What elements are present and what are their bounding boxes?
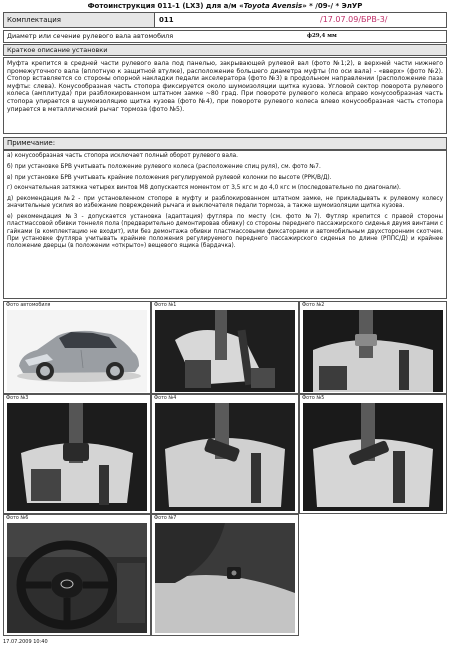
kit-value: 011 (159, 16, 174, 24)
notes-list (3, 150, 447, 299)
note-item: е) рекомендация №3 - допускается установка (адаптация) футляра по месту (см. фото №7). Футляр крепится с правой стороны пластмассовой обивки тоннеля пола (предварительно демонтировав обивку) со стороны переднего пассажирского сиденья двумя винтами с гайками (в комплектацию не входит), или без демонтажа обивки пластмассовыми фиксаторами и автомобильным двухсторонним скотчем. При установке футляра учитывать крайние положения регулируемого переднего пассажирского сиденья по длине (РППС/Д) и крайнее положение дверцы (в положении «открыто») вещевого ящика (бардачка). (7, 214, 443, 249)
photo-4 (151, 394, 299, 514)
photo-caption: Фото №6 (6, 516, 29, 521)
photo-caption: Фото №4 (154, 396, 177, 401)
photo-5 (299, 394, 447, 514)
note-item: а) конусообразная часть стопора исключает полный оборот рулевого вала. (7, 153, 238, 159)
photo-caption: Фото №3 (6, 396, 29, 401)
photo-car (3, 301, 151, 394)
photo-caption: Фото №7 (154, 516, 177, 521)
photo-caption: Фото №1 (154, 303, 177, 308)
photo-1 (151, 301, 299, 394)
note-item: д) рекомендация №2 - при установленном стопоре в муфту и разблокированном штатном замке, не прикладывать к рулевому колесу значительные усилия во избежание повреждений рычага и выключателя педали тормоза, а также шумоизоляции щитка кузова. (7, 196, 443, 210)
car-photo-image (7, 310, 147, 392)
footer-timestamp: 17.07.2009 10:40 (3, 639, 48, 645)
stopper-photo-image (7, 403, 147, 511)
photo-2 (299, 301, 447, 394)
brief-label: Краткое описание установки (3, 44, 447, 56)
note-item: б) при установке БРВ учитывать положение рулевого колеса (расположение спиц руля), см. фото №7. (7, 163, 321, 170)
photo-6 (3, 514, 151, 636)
kit-row (3, 12, 447, 28)
steering-wheel-photo-image (7, 523, 147, 633)
photo-caption: Фото автомобиля (6, 303, 51, 308)
case-mount-photo-image (155, 523, 295, 633)
photo-caption: Фото №2 (302, 303, 325, 308)
date-value: /17.07.09/ (320, 15, 362, 24)
right-turn-photo-image (155, 403, 295, 511)
left-turn-photo-image (303, 403, 443, 511)
note-item: г) окончательная затяжка четырех винтов М8 допускается моментом от 3,5 кгс м до 4,0 кгс м (последовательно по диагонали). (7, 185, 401, 192)
shaft-row (3, 30, 447, 43)
photo-caption: Фото №5 (302, 396, 325, 401)
installation-description: Муфта крепится в средней части рулевого вала под панелью, закрывающей рулевой вал (фото №1;2), в верхней части нижнего промежуточного вала (вплотную к защитной втулке), расположение большего диаметра муфты (по оси вала) - «вверх» (фото №2). Стопор вставляется со стороны опорной накладки педали акселератора (фото №3) в продольном направлении (расположение паза муфты: слева). Конусообразная часть стопора фиксируется около шумоизоляции щитка кузова. Угловой сектор поворота рулевого колеса (амплитуда) при разблокированном штатном замке ~80 град. При повороте рулевого колеса вправо конусообразная часть стопора упирается в шумоизоляцию щитка кузова (фото №4), при повороте рулевого колеса влево конусообразная часть стопора упирается в металлический рычаг тормоза (фото №5). (3, 57, 447, 134)
date-author (295, 13, 446, 27)
shaft-label: Диаметр или сечение рулевого вала автомобиля (7, 32, 174, 40)
note-item: в) при установке БРВ учитывать крайние положения регулируемой рулевой колонки по высоте (РРК/В/Д). (7, 174, 332, 181)
pedals-photo-image (155, 310, 295, 392)
notes-heading: Примечание: (3, 137, 447, 150)
coupling-photo-image (303, 310, 443, 392)
shaft-value: ф29,4 мм (307, 33, 337, 39)
photo-7 (151, 514, 299, 636)
document-title: Фотоинструкция 011-1 (LX3) для а/м «Toyota Avensis» * /09-/ * ЭлУР (87, 2, 363, 10)
photo-3 (3, 394, 151, 514)
author-value: БРВ-3/ (361, 15, 388, 24)
kit-label: Комплектация (4, 13, 155, 27)
